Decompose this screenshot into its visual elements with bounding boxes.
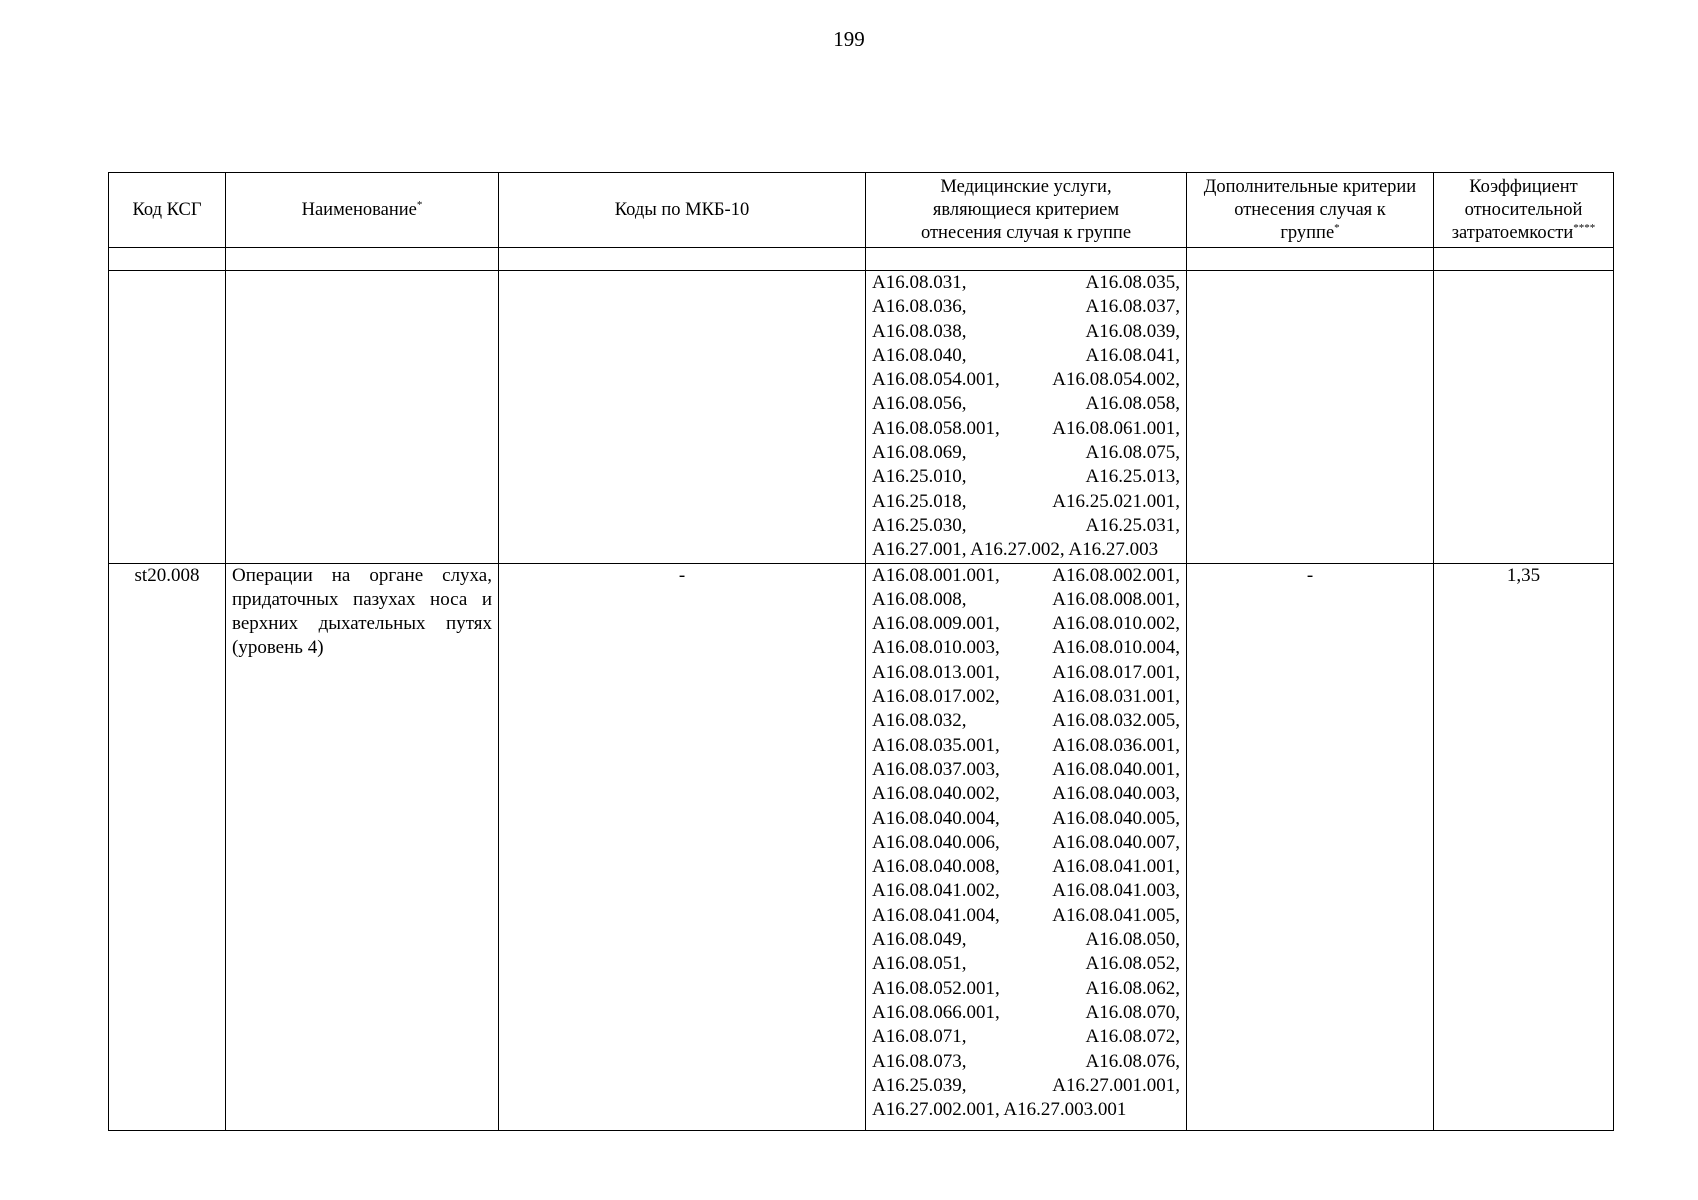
service-code-line (872, 417, 1180, 441)
service-code-line (872, 977, 1180, 1001)
service-code-line (872, 320, 1180, 344)
cell-coefficient (1434, 271, 1614, 564)
service-code: A16.08.058.001, (872, 417, 1000, 439)
service-code: A16.08.066.001, (872, 1001, 1000, 1023)
service-code: A16.08.069, (872, 442, 967, 464)
header-name: Наименование* (226, 173, 499, 248)
service-code-line (872, 441, 1180, 465)
header-coefficient: Коэффициент относительной затратоемкости**** (1434, 173, 1614, 248)
table-header-row (109, 173, 1614, 248)
service-code-line (872, 392, 1180, 416)
cell-coefficient: 1,35 (1434, 563, 1614, 1131)
service-code: A16.08.037, (1085, 296, 1180, 318)
service-code: A16.08.073, (872, 1050, 967, 1072)
service-code: A16.08.010.003, (872, 637, 1000, 659)
service-code-line (872, 490, 1180, 514)
service-code: A16.08.031, (872, 272, 967, 293)
cell-name: Операции на органе слуха, придаточных пазухах носа и верхних дыхательных путях (уровень 4) (226, 563, 499, 1131)
service-code: A16.08.040.003, (1052, 783, 1180, 805)
service-code: A16.08.017.002, (872, 686, 1000, 708)
service-code-line (872, 588, 1180, 612)
service-code: A16.08.075, (1085, 442, 1180, 464)
service-code: A16.08.054.002, (1052, 369, 1180, 391)
ksg-table (108, 172, 1614, 1131)
page-number: 199 (833, 27, 865, 51)
service-code: A16.08.041.003, (1052, 880, 1180, 902)
service-code-line (872, 1001, 1180, 1025)
service-code-line (872, 734, 1180, 758)
service-code-line (872, 807, 1180, 831)
footnote-mark: **** (1573, 221, 1596, 234)
service-code: A16.08.051, (872, 953, 967, 975)
footnote-mark: * (416, 198, 423, 211)
service-code-line (872, 661, 1180, 685)
service-code-line (872, 612, 1180, 636)
service-code-line (872, 1050, 1180, 1074)
service-code: A16.08.058, (1085, 393, 1180, 415)
service-code: A16.27.001.001, (1052, 1074, 1180, 1096)
service-code-line (872, 855, 1180, 879)
cell-mkb (499, 271, 866, 564)
service-code: A16.08.062, (1085, 977, 1180, 999)
service-code: A16.08.041, (1085, 344, 1180, 366)
cell-extra (1187, 271, 1434, 564)
service-code: A16.08.008, (872, 588, 967, 610)
service-code: A16.08.049, (872, 929, 967, 951)
service-code: A16.08.031.001, (1052, 686, 1180, 708)
footnote-mark: * (1334, 221, 1340, 234)
service-code: A16.08.041.001, (1052, 856, 1180, 878)
service-code: A16.08.061.001, (1052, 417, 1180, 439)
service-code: A16.08.054.001, (872, 369, 1000, 391)
cell-extra: - (1187, 563, 1434, 1131)
service-code: A16.08.071, (872, 1026, 967, 1048)
service-code-line (872, 465, 1180, 489)
service-code-line (872, 514, 1180, 538)
service-code: A16.08.076, (1085, 1050, 1180, 1072)
column-number-row (109, 248, 1614, 271)
cell-code (109, 271, 226, 564)
service-code: A16.08.035, (1085, 272, 1180, 293)
service-code-line (872, 538, 1180, 562)
service-code-line (872, 564, 1180, 588)
service-code-line (872, 1074, 1180, 1098)
service-code: A16.08.036, (872, 296, 967, 318)
service-code-line (872, 685, 1180, 709)
service-code: A16.08.072, (1085, 1026, 1180, 1048)
service-code: A16.25.018, (872, 490, 967, 512)
service-code-line (872, 295, 1180, 319)
cell-services (866, 563, 1187, 1131)
service-code: A16.08.041.002, (872, 880, 1000, 902)
service-code: A16.08.052, (1085, 953, 1180, 975)
service-code: A16.08.038, (872, 320, 967, 342)
service-code: A16.08.050, (1085, 929, 1180, 951)
service-code-line (872, 831, 1180, 855)
table-row (109, 271, 1614, 564)
header-services: Медицинские услуги, являющиеся критерием отнесения случая к группе (866, 173, 1187, 248)
service-code-line (872, 879, 1180, 903)
service-code: A16.08.037.003, (872, 758, 1000, 780)
service-code-line (872, 368, 1180, 392)
service-code: A16.08.009.001, (872, 613, 1000, 635)
service-code: A16.08.017.001, (1052, 661, 1180, 683)
service-code: A16.08.010.002, (1052, 613, 1180, 635)
service-code-line (872, 271, 1180, 295)
header-code: Код КСГ (109, 173, 226, 248)
service-code: A16.08.008.001, (1052, 588, 1180, 610)
service-code: A16.25.021.001, (1052, 490, 1180, 512)
service-code-line (872, 782, 1180, 806)
cell-name (226, 271, 499, 564)
service-code-line (872, 1025, 1180, 1049)
service-code: A16.25.010, (872, 466, 967, 488)
cell-services (866, 271, 1187, 564)
service-code: A16.08.032, (872, 710, 967, 732)
cell-mkb: - (499, 563, 866, 1131)
service-code: A16.08.010.004, (1052, 637, 1180, 659)
service-code-line (872, 758, 1180, 782)
service-code: A16.08.056, (872, 393, 967, 415)
service-code-line (872, 1098, 1180, 1122)
service-code: A16.08.032.005, (1052, 710, 1180, 732)
service-code-line (872, 709, 1180, 733)
service-code: A16.08.002.001, (1052, 564, 1180, 586)
service-code: A16.08.035.001, (872, 734, 1000, 756)
service-code: A16.08.040, (872, 344, 967, 366)
service-code: A16.25.030, (872, 514, 967, 536)
service-code: A16.08.040.007, (1052, 831, 1180, 853)
service-code: A16.08.052.001, (872, 977, 1000, 999)
service-code: A16.25.031, (1085, 514, 1180, 536)
service-code: A16.08.040.002, (872, 783, 1000, 805)
table-row (109, 563, 1614, 1131)
service-code: A16.25.013, (1085, 466, 1180, 488)
service-code: A16.08.040.006, (872, 831, 1000, 853)
service-code-line (872, 636, 1180, 660)
service-code: A16.27.002.001, A16.27.003.001 (872, 1099, 1127, 1121)
service-code: A16.08.036.001, (1052, 734, 1180, 756)
service-code-line (872, 952, 1180, 976)
header-mkb-codes: Коды по МКБ-10 (499, 173, 866, 248)
service-code: A16.08.039, (1085, 320, 1180, 342)
service-code-line (872, 928, 1180, 952)
service-code: A16.08.041.004, (872, 904, 1000, 926)
service-code: A16.08.013.001, (872, 661, 1000, 683)
service-code: A16.08.001.001, (872, 564, 1000, 586)
service-code: A16.08.070, (1085, 1001, 1180, 1023)
service-code: A16.08.040.001, (1052, 758, 1180, 780)
service-code: A16.08.040.005, (1052, 807, 1180, 829)
service-code-line (872, 904, 1180, 928)
service-code: A16.08.040.008, (872, 856, 1000, 878)
service-code: A16.25.039, (872, 1074, 967, 1096)
service-code: A16.08.040.004, (872, 807, 1000, 829)
header-extra-criteria: Дополнительные критерии отнесения случая к группе* (1187, 173, 1434, 248)
cell-code: st20.008 (109, 563, 226, 1131)
service-code-line (872, 344, 1180, 368)
service-code: A16.27.001, A16.27.002, A16.27.003 (872, 539, 1159, 561)
service-code: A16.08.041.005, (1052, 904, 1180, 926)
